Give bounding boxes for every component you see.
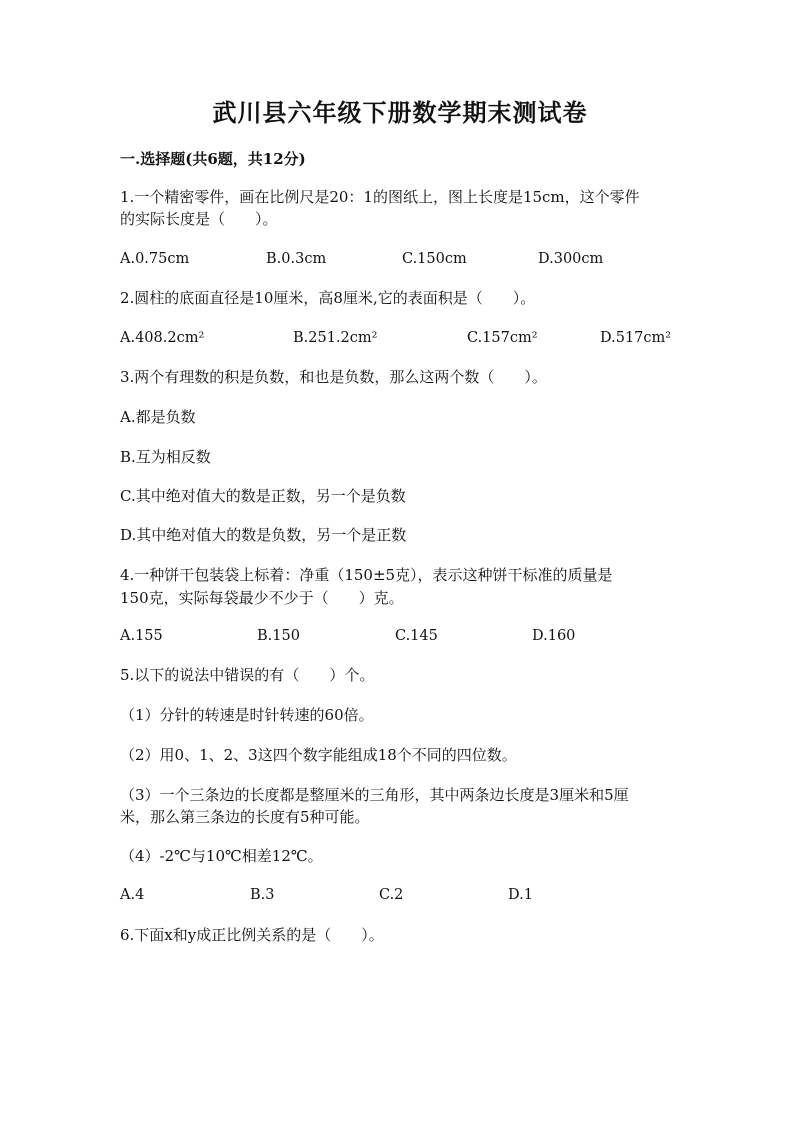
question-5-text: 5.以下的说法中错误的有（ ）个。 [120,666,375,684]
question-5-statement-1: （1）分针的转速是时针转速的60倍。 [120,706,374,724]
question-5-statement-3-line-2: 米，那么第三条边的长度有5种可能。 [120,808,370,826]
question-3-option-d: D.其中绝对值大的数是负数，另一个是正数 [120,526,407,544]
question-3-option-c: C.其中绝对值大的数是正数，另一个是负数 [120,487,406,505]
question-4-option-b: B.150 [257,628,300,644]
question-4-option-c: C.145 [395,628,438,644]
question-1-option-b: B.0.3cm [266,251,327,267]
question-4-line-2: 150克，实际每袋最少不少于（ ）克。 [120,589,404,607]
question-6-text: 6.下面x和y成正比例关系的是（ ）。 [120,926,384,944]
question-1-option-c: C.150cm [402,251,467,267]
question-5-option-c: C.2 [379,887,404,903]
question-2-text: 2.圆柱的底面直径是10厘米，高8厘米,它的表面积是（ ）。 [120,289,536,307]
question-5-option-b: B.3 [250,887,275,903]
question-5-option-d: D.1 [508,887,533,903]
section-heading: 一.选择题(共6题，共12分) [120,150,306,168]
question-5-option-a: A.4 [120,887,145,903]
question-5-statement-4: （4）-2℃与10℃相差12℃。 [120,847,323,865]
question-4-option-a: A.155 [120,628,163,644]
question-2-option-d: D.517cm² [600,330,672,346]
question-3-text: 3.两个有理数的积是负数，和也是负数，那么这两个数（ ）。 [120,368,547,386]
question-1-option-d: D.300cm [538,251,604,267]
question-2-option-c: C.157cm² [467,330,538,346]
question-5-statement-2: （2）用0、1、2、3这四个数字能组成18个不同的四位数。 [120,746,517,764]
question-4-option-d: D.160 [532,628,576,644]
question-1-line-2: 的实际长度是（ ）。 [120,210,278,228]
question-1-line-1: 1.一个精密零件，画在比例尺是20：1的图纸上，图上长度是15cm，这个零件 [120,188,640,206]
question-5-statement-3-line-1: （3）一个三条边的长度都是整厘米的三角形，其中两条边长度是3厘米和5厘 [120,786,629,804]
question-4-line-1: 4.一种饼干包装袋上标着：净重（150±5克），表示这种饼干标准的质量是 [120,566,613,584]
question-3-option-b: B.互为相反数 [120,448,211,466]
question-2-option-b: B.251.2cm² [293,330,378,346]
page-title: 武川县六年级下册数学期末测试卷 [212,98,588,127]
question-2-option-a: A.408.2cm² [120,330,205,346]
question-1-option-a: A.0.75cm [120,251,190,267]
question-3-option-a: A.都是负数 [120,408,196,426]
